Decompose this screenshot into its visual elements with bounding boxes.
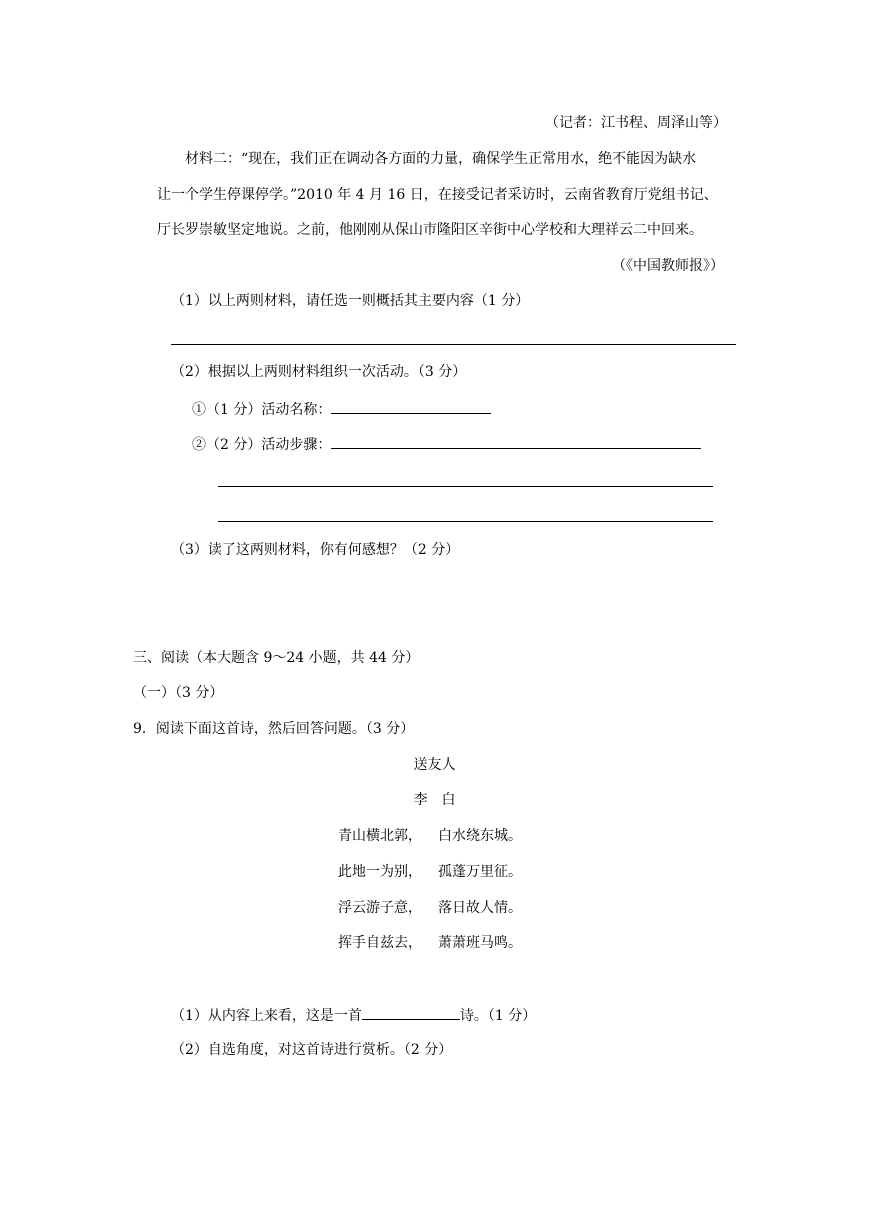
question-3: （3）读了这两则材料，你有何感想？（2 分） [171, 542, 460, 558]
poem-line-3-a: 浮云游子意， [338, 900, 422, 916]
question-2-sub-1-label: ①（1 分）活动名称： [192, 402, 332, 418]
material-two-source: （《中国教师报》） [612, 258, 724, 274]
poem-line-2-b: 孤蓬万里征。 [438, 864, 522, 880]
poem-line-4-a: 挥手自兹去， [338, 935, 422, 951]
poem-line-3 [338, 899, 522, 917]
poem-line-4-b: 萧萧班马鸣。 [438, 935, 522, 951]
activity-name-blank[interactable] [331, 399, 491, 414]
question-9-2: （2）自选角度，对这首诗进行赏析。（2 分） [171, 1042, 453, 1058]
poem-author: 李 白 [413, 792, 456, 808]
question-2-sub-1 [192, 399, 491, 419]
question-9-1-after: 诗。（1 分） [459, 1008, 537, 1024]
material-two-line-2: 让一个学生停课停学。”2010 年 4 月 16 日，在接受记者采访时，云南省教育厅党组书记、 [157, 187, 718, 203]
poem-line-3-b: 落日故人情。 [438, 900, 522, 916]
poem-line-1-b: 白水绕东城。 [438, 828, 522, 844]
question-2-sub-2 [192, 434, 701, 454]
section-3-part-1: （一）（3 分） [133, 685, 224, 701]
question-9-1-before: （1）从内容上来看，这是一首 [171, 1008, 362, 1024]
answer-line-q1[interactable] [171, 344, 736, 345]
poem-line-4 [338, 934, 522, 952]
activity-steps-blank[interactable] [331, 434, 701, 449]
poem-type-blank[interactable] [362, 1005, 460, 1020]
poem-line-2-a: 此地一为别， [338, 864, 422, 880]
poem-line-2 [338, 863, 522, 881]
question-9: 9．阅读下面这首诗，然后回答问题。（3 分） [133, 721, 415, 737]
question-2-sub-2-label: ②（2 分）活动步骤： [192, 437, 332, 453]
activity-steps-line-2[interactable] [218, 486, 713, 487]
material-two-line-3: 厅长罗崇敏坚定地说。之前，他刚刚从保山市隆阳区辛街中心学校和大理祥云二中回来。 [157, 222, 703, 238]
poem-line-1 [338, 827, 522, 845]
section-3-heading: 三、阅读（本大题含 9～24 小题，共 44 分） [133, 650, 420, 666]
question-2: （2）根据以上两则材料组织一次活动。（3 分） [171, 364, 467, 380]
activity-steps-line-3[interactable] [218, 521, 713, 522]
poem-title: 送友人 [413, 757, 456, 773]
poem-line-1-a: 青山横北郭， [338, 828, 422, 844]
material-one-credit: （记者：江书程、周泽山等） [545, 115, 727, 131]
question-9-1 [171, 1005, 536, 1025]
question-1: （1）以上两则材料，请任选一则概括其主要内容（1 分） [171, 293, 530, 309]
material-two-line-1: 材料二：“现在，我们正在调动各方面的力量，确保学生正常用水，绝不能因为缺水 [185, 151, 697, 167]
